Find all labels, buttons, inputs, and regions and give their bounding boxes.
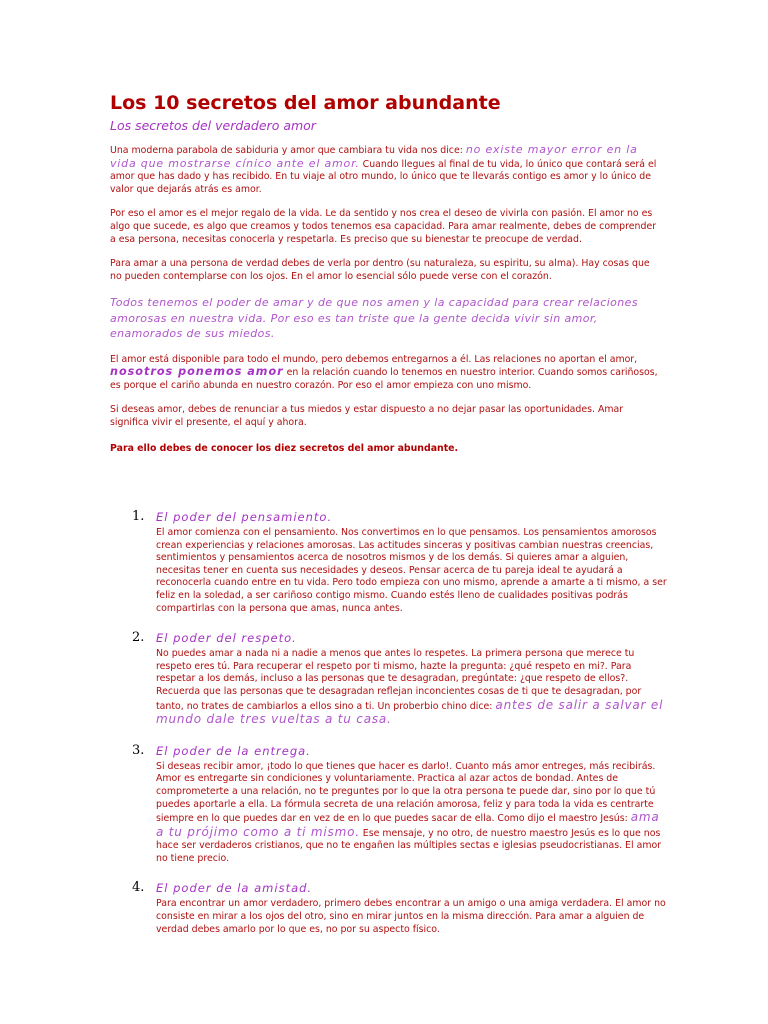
list-item-number: 4.	[132, 880, 145, 896]
list-item-text	[156, 761, 670, 866]
list-item-text: Para encontrar un amor verdadero, primero debes encontrar a un amigo o una amiga verdadera. El amor no consiste en mirar a los ojos del otro, sino en mirar juntos en la misma dirección. Para amar a alguien de verdad debes amarlo por lo que es, no por su aspecto físico.	[156, 898, 666, 935]
paragraph-lead-in: Para ello debes de conocer los diez secretos del amor abundante.	[110, 442, 459, 454]
list-item	[110, 629, 670, 728]
list-item	[110, 879, 670, 936]
document-body	[110, 90, 658, 455]
paragraph-gift: Por eso el amor es el mejor regalo de la vida. Le da sentido y nos crea el deseo de vivirla con pasión. El amor no es algo que sucede, es algo que creamos y todos tenemos esa capacidad. Para amar realmente, debes de comprender a esa persona, necesitas conocerla y respetarla. Es preciso que su bienestar te preocupe de verdad.	[110, 208, 657, 245]
paragraph-power-quote: Todos tenemos el poder de amar y de que nos amen y la capacidad para crear relaciones amorosas en nuestra vida. Por eso es tan triste que la gente decida vivir sin amor, enamorados de sus miedos.	[110, 296, 638, 341]
list-item-title: El poder del respeto.	[156, 631, 297, 646]
list-item-text-b: Ese mensaje, y no otro, de nuestro maestro Jesús es lo que nos hace ser verdaderos cristianos, que no te engañen las múltiples sectas e iglesias pseudocristianas. El amor no tiene precio.	[156, 827, 662, 864]
paragraph-intro-text-a: Una moderna parabola de sabiduria y amor que cambiara tu vida nos dice:	[110, 145, 466, 156]
paragraph-intro-text-b: Cuando llegues al final de tu vida, lo único que contará será el amor que has dado y has recibido. En tu viaje al otro mundo, lo único que te llevarás contigo es amor y lo único de valor que dejarás atrás es amor.	[110, 158, 657, 195]
paragraph-available	[110, 354, 658, 393]
paragraph-intro	[110, 144, 658, 196]
paragraph-available-highlight: nosotros ponemos amor	[110, 365, 284, 379]
list-item-title: El poder de la entrega.	[156, 743, 311, 758]
list-item-text-a: Si deseas recibir amor, ¡todo lo que tienes que hacer es darlo!. Cuanto más amor entreges, más recibirás. Amor es entregarte sin condiciones y voluntariamente. Practica al azar actos de bondad. Antes de comprometerte a una relación, no te preguntes por lo que la otra persona te puede dar, sino por lo que tú puedes aportarle a ella. La fórmula secreta de una relación amorosa, feliz y para toda la vida es centrarte siempre en lo que puedes dar en vez de en lo que puedes sacar de ella. Como dijo el maestro Jesús:	[156, 760, 656, 825]
list-item-highlight: antes de salir a salvar el mundo dale tres vueltas a tu casa.	[156, 697, 664, 727]
paragraph-inside: Para amar a una persona de verdad debes de verla por dentro (su naturaleza, su espiritu, su alma). Hay cosas que no pueden contemplarse con los ojos. En el amor lo esencial sólo puede verse con el corazón.	[110, 258, 650, 282]
paragraph-intro-highlight: no existe mayor error en la vida que mostrarse cínico ante el amor.	[110, 143, 638, 170]
page-title: Los 10 secretos del amor abundante	[110, 92, 501, 114]
list-item-title: El poder del pensamiento.	[156, 510, 333, 524]
list-item	[110, 508, 670, 615]
list-item-number: 3.	[132, 742, 145, 758]
paragraph-available-text-b: en la relación cuando lo tenemos en nuestro interior. Cuando somos cariñosos, es porque el cariño abunda en nuestro corazón. Por eso el amor empieza con uno mismo.	[110, 367, 658, 391]
list-item-text: El amor comienza con el pensamiento. Nos convertimos en lo que pensamos. Los pensamientos amorosos crean experiencias y relaciones amorosas. Las actitudes sinceras y positivas cambian nuestras creencias, sentimientos y pensamientos acerca de nosotros mismos y de los demás. Si quieres amar a alguien, necesitas tener en cuenta sus necesidades y deseos. Pensar acerca de tu pareja ideal te ayudará a reconocerla cuando entre en tu vida. Pero todo empieza con uno mismo, aprende a amarte a ti mismo, a ser feliz en la soledad, a ser cariñoso contigo mismo. Cuando estés lleno de cualidades positivas podrás compartirlas con la persona que amas, nunca antes.	[156, 527, 667, 614]
secrets-list	[110, 508, 670, 950]
list-item-title: El poder de la amistad.	[156, 881, 313, 896]
paragraph-available-text-a: El amor está disponible para todo el mundo, pero debemos entregarnos a él. Las relaciones no aportan el amor,	[110, 353, 638, 365]
page-subtitle: Los secretos del verdadero amor	[110, 118, 316, 133]
list-item-text-a: No puedes amar a nada ni a nadie a menos que antes lo respetes. La primera persona que merece tu respeto eres tú. Para recuperar el respeto por ti mismo, hazte la pregunta: ¿qué respeto en mi?. Para respetar a los demás, incluso a las personas que te desagradan, pregúntate: ¿que respeto de ellos?. Recuerda que las personas que te desagradan reflejan inconcientes cosas de ti que te desagradan, por tanto, no trates de cambiarlos a ellos sino a ti. Un proberbio chino dice:	[156, 648, 642, 712]
list-item-text	[156, 648, 670, 728]
list-item-highlight: ama a tu prójimo como a ti mismo.	[156, 810, 660, 839]
list-item	[110, 742, 670, 866]
list-item-number: 2.	[132, 630, 145, 646]
paragraph-fears: Si deseas amor, debes de renunciar a tus miedos y estar dispuesto a no dejar pasar las oportunidades. Amar significa vivir el presente, el aquí y ahora.	[110, 404, 624, 428]
list-item-number: 1.	[132, 509, 145, 524]
